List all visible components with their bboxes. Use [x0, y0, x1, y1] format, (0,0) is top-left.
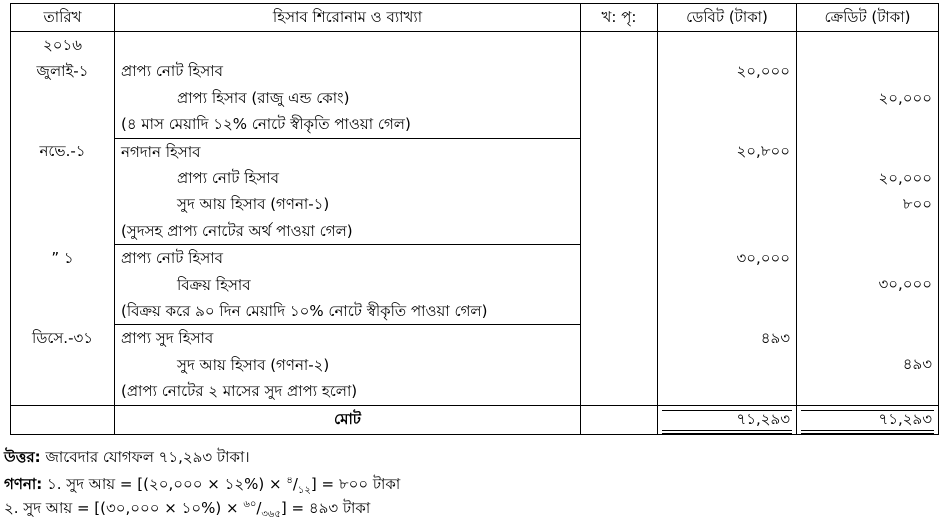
credit-amount: ৪৯৩: [902, 355, 932, 374]
credit-account: প্রাপ্য হিসাব (রাজু এন্ড কোং): [177, 88, 350, 107]
header-debit: ডেবিট (টাকা): [658, 4, 797, 32]
calc2-numerator: ৬০: [243, 499, 257, 510]
narration: (বিক্রয় করে ৯০ দিন মেয়াদি ১০% নোটে স্বীকৃতি পাওয়া গেল): [121, 302, 488, 321]
debit-account: প্রাপ্য সুদ হিসাব: [121, 329, 214, 348]
credit-account: বিক্রয় হিসাব: [177, 275, 251, 294]
entry-date: [11, 325, 115, 405]
calc-label: গণনা:: [4, 475, 43, 493]
entry-title: [115, 325, 581, 405]
calc2-text: ২. সুদ আয় = [(৩০,০০০ × ১০%) ×: [4, 499, 239, 517]
entry-ref: [581, 245, 658, 325]
calc2-denominator: ৩৬৫: [261, 509, 281, 520]
total-credit: [797, 405, 939, 434]
credit-account: সুদ আয় হিসাব (গণনা-১): [177, 195, 330, 214]
entry-year: ২০১৬: [43, 36, 82, 54]
entry-date-text: ” ১: [51, 248, 74, 267]
entry-ref: [581, 32, 658, 139]
entry-date: [11, 138, 115, 245]
debit-account: প্রাপ্য নোট হিসাব: [121, 249, 223, 268]
header-row: [11, 4, 939, 32]
entry-ref: [581, 325, 658, 405]
credit-amount: ৩০,০০০: [878, 275, 932, 294]
double-underline: [801, 433, 934, 434]
narration: (প্রাপ্য নোটের ২ মাসের সুদ প্রাপ্য হলো): [121, 382, 358, 401]
entry-credit: [797, 32, 939, 139]
calc1-text: ১. সুদ আয় = [(২০,০০০ × ১২%) ×: [46, 475, 282, 493]
entry-debit: [658, 245, 797, 325]
journal-entry-1: [11, 32, 939, 139]
debit-amount: ২০,০০০: [736, 62, 790, 81]
calc1-numerator: ৪: [286, 475, 293, 486]
debit-amount: ২০,৮০০: [736, 142, 790, 161]
journal-table: [10, 3, 939, 435]
credit-account: প্রাপ্য নোট হিসাব: [177, 169, 279, 188]
calc1-denominator: ১২: [297, 485, 311, 496]
credit-amount: ২০,০০০: [878, 88, 932, 107]
calc1-result: ] = ৮০০ টাকা: [310, 475, 401, 493]
double-underline: [662, 430, 792, 431]
double-underline: [662, 433, 792, 434]
debit-account: প্রাপ্য নোট হিসাব: [121, 62, 223, 81]
narration: (৪ মাস মেয়াদি ১২% নোটে স্বীকৃতি পাওয়া গেল): [121, 115, 411, 134]
entry-debit: [658, 138, 797, 245]
double-underline: [801, 430, 934, 431]
total-debit-value: ৭১,২৯৩: [736, 409, 790, 428]
entry-title: [115, 138, 581, 245]
calc-line-1: গণনা: ১. সুদ আয় = [(২০,০০০ × ১২%) × $^৪/_{১২}$] = ৮০০ টাকা: [4, 475, 401, 496]
total-credit-value: ৭১,২৯৩: [878, 409, 932, 428]
entry-date: [11, 245, 115, 325]
entry-title: [115, 245, 581, 325]
entry-title: [115, 32, 581, 139]
total-rule: [801, 410, 934, 411]
answer-line: [4, 445, 250, 469]
header-credit: ক্রেডিট (টাকা): [797, 4, 939, 32]
total-rule: [662, 410, 792, 411]
journal-entry-2: [11, 138, 939, 245]
header-date: তারিখ: [11, 4, 115, 32]
header-title: হিসাব শিরোনাম ও ব্যাখ্যা: [115, 4, 581, 32]
entry-date-text: জুলাই-১: [36, 62, 89, 81]
entry-date-text: নভে.-১: [39, 142, 86, 161]
answer-text: জাবেদার যোগফল ৭১,২৯৩ টাকা।: [45, 448, 250, 466]
debit-amount: ৪৯৩: [760, 328, 790, 347]
entry-debit: [658, 325, 797, 405]
journal-entry-3: [11, 245, 939, 325]
journal-entry-4: [11, 325, 939, 405]
header-ref: খ: পৃ:: [581, 4, 658, 32]
credit-amount: ৮০০: [902, 194, 932, 213]
entry-credit: [797, 245, 939, 325]
answer-label: উত্তর:: [4, 448, 41, 466]
debit-amount: ৩০,০০০: [736, 248, 790, 267]
debit-account: নগদান হিসাব: [121, 142, 201, 161]
credit-account: সুদ আয় হিসাব (গণনা-২): [177, 355, 330, 374]
total-debit: [658, 405, 797, 434]
calc-line-2: ২. সুদ আয় = [(৩০,০০০ × ১০%) × $^{৬০}/_{৩৬৫}$] = ৪৯৩ টাকা: [4, 499, 371, 520]
total-label: মোট: [115, 405, 581, 434]
entry-date-text: ডিসে.-৩১: [32, 328, 93, 347]
entry-date: [11, 32, 115, 139]
entry-credit: [797, 325, 939, 405]
total-row: [11, 405, 939, 434]
entry-ref: [581, 138, 658, 245]
calc2-result: ] = ৪৯৩ টাকা: [280, 499, 371, 517]
narration: (সুদসহ প্রাপ্য নোটের অর্থ পাওয়া গেল): [121, 221, 353, 240]
entry-debit: [658, 32, 797, 139]
credit-amount: ২০,০০০: [878, 168, 932, 187]
entry-credit: [797, 138, 939, 245]
